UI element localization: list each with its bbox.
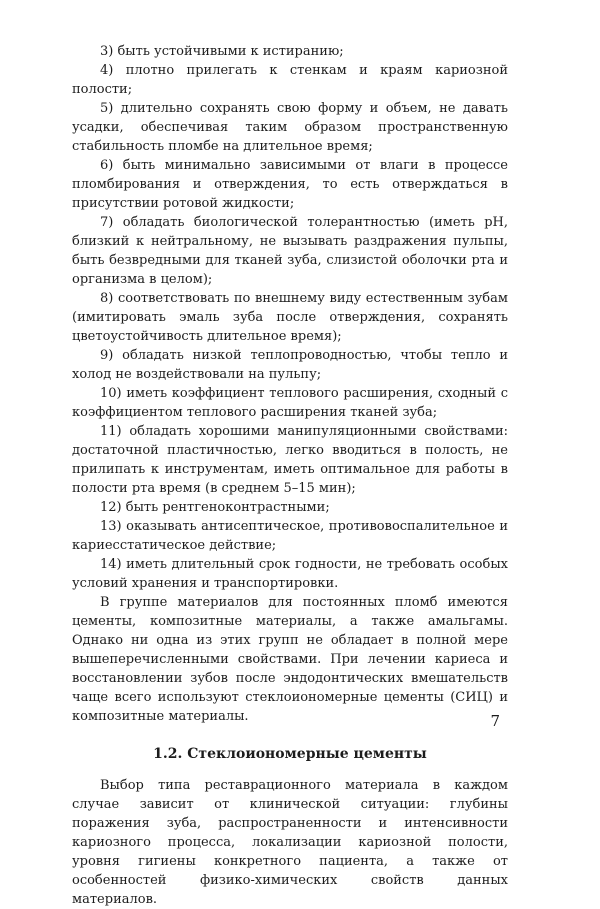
list-item-13: 13) оказывать антисептическое, противовоспалительное и кариесстатическое действие; [72, 519, 508, 553]
list-item-5: 5) длительно сохранять свою форму и объем, не давать усадки, обеспечивая таким образом пространственную стабильность пломбе на длительное время; [72, 101, 508, 154]
list-item-8: 8) соответствовать по внешнему виду естественным зубам (имитировать эмаль зуба после отверждения, сохранять цветоустойчивость длительное время); [72, 291, 508, 344]
page-number: 7 [490, 712, 500, 730]
list-item-10: 10) иметь коэффициент теплового расширения, сходный с коэффициентом теплового расширения тканей зуба; [72, 386, 508, 420]
selection-paragraph: Выбор типа реставрационного материала в каждом случае зависит от клинической ситуации: глубины поражения зуба, распространенности и интенсивности кариозного процесса, локализации кариозной полости, уровня гигиены конкретного пациента, а также от особенностей физико-химических свойств данных материалов. [72, 778, 508, 907]
list-item-14: 14) иметь длительный срок годности, не требовать особых условий хранения и транспортировки. [72, 557, 508, 591]
list-item-12: 12) быть рентгеноконтрастными; [100, 500, 330, 515]
section-heading: 1.2. Стеклоиономерные цементы [153, 746, 427, 762]
materials-paragraph: В группе материалов для постоянных пломб имеются цементы, композитные материалы, а также амальгамы. Однако ни одна из этих групп не обладает в полной мере вышеперечисленными свойствами. При лечении кариеса и восстановлении зубов после эндодонтических вмешательств чаще всего используют стеклоиономерные цементы (СИЦ) и композитные материалы. [72, 595, 508, 724]
list-item-7: 7) обладать биологической толерантностью (иметь pH, близкий к нейтральному, не вызывать раздражения пульпы, быть безвредными для тканей зуба, слизистой оболочки рта и организма в целом); [72, 215, 508, 287]
list-item-3: 3) быть устойчивыми к истиранию; [100, 44, 344, 59]
list-item-11: 11) обладать хорошими манипуляционными свойствами: достаточной пластичностью, легко вводиться в полость, не прилипать к инструментам, иметь оптимальное для работы в полости рта время (в среднем 5–15 мин); [72, 424, 508, 496]
page-body [72, 42, 508, 909]
list-item-4: 4) плотно прилегать к стенкам и краям кариозной полости; [72, 63, 508, 97]
list-item-9: 9) обладать низкой теплопроводностью, чтобы тепло и холод не воздействовали на пульпу; [72, 348, 508, 382]
list-item-6: 6) быть минимально зависимыми от влаги в процессе пломбирования и отверждения, то есть отверждаться в присутствии ротовой жидкости; [72, 158, 508, 211]
